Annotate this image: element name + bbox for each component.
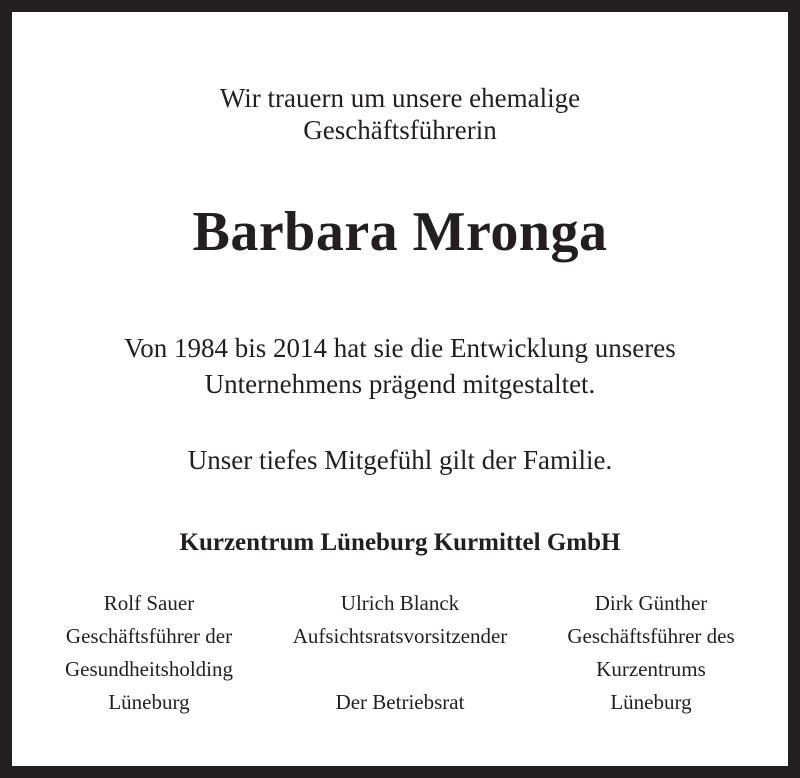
signatory-role-line-3: Lüneburg [108, 690, 190, 714]
signatory-dirk-guenther [521, 587, 781, 719]
signatory-role-line-2: Kurzentrums [596, 657, 706, 681]
signatory-role-line-2: Gesundheitsholding [65, 657, 233, 681]
signatory-role-line-1: Aufsichtsratsvorsitzender [292, 624, 508, 648]
signatory-role-line-1: Geschäftsführer der [65, 624, 233, 648]
intro-line-2: Geschäftsführerin [303, 115, 497, 145]
intro-line-1: Wir trauern um unsere ehemalige [219, 83, 581, 113]
company-name: Kurzentrum Lüneburg Kurmittel GmbH [179, 529, 621, 556]
signatory-name: Dirk Günther [594, 591, 708, 615]
signatory-role-line-2 [270, 653, 530, 686]
condolence-text: Unser tiefes Mitgefühl gilt der Familie. [187, 445, 613, 475]
signatory-role-line-3: Lüneburg [610, 690, 692, 714]
deceased-name: Barbara Mronga [192, 201, 608, 263]
signatory-role-line-1: Geschäftsführer des [567, 624, 735, 648]
signatory-name: Rolf Sauer [103, 591, 195, 615]
signatory-ulrich-blanck [270, 587, 530, 719]
signatory-role-line-3: Der Betriebsrat [335, 690, 465, 714]
tribute-line-1: Von 1984 bis 2014 hat sie die Entwicklung unseres [124, 333, 676, 363]
signatory-name: Ulrich Blanck [340, 591, 460, 615]
signatory-rolf-sauer [19, 587, 279, 719]
tribute-line-2: Unternehmens prägend mitgestaltet. [204, 369, 596, 399]
